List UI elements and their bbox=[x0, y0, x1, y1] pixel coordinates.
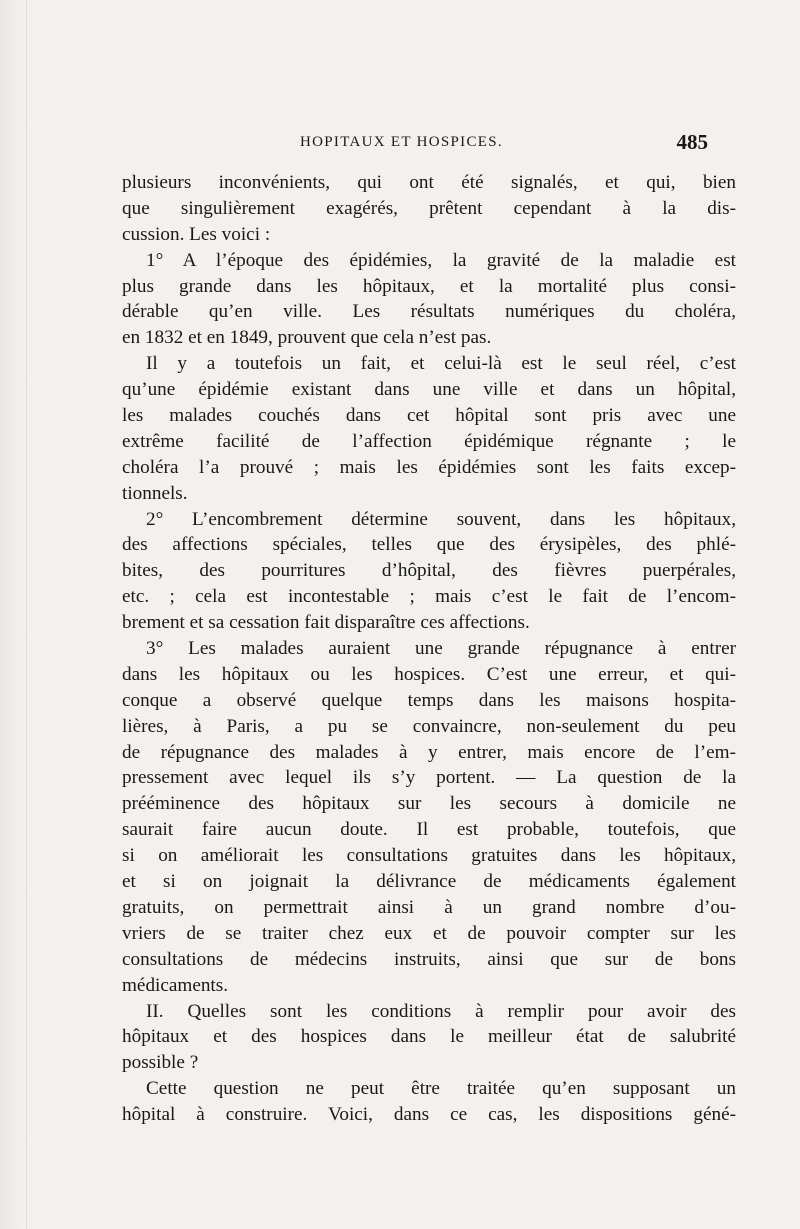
text-line: hôpitaux et des hospices dans le meilleur état de salubrité bbox=[122, 1026, 736, 1048]
page-header bbox=[300, 130, 708, 156]
page-edge bbox=[0, 0, 27, 1229]
text-line: bites, des pourritures d’hôpital, des fièvres puerpérales, bbox=[122, 560, 736, 582]
text-line: que singulièrement exagérés, prêtent cependant à la dis- bbox=[122, 197, 736, 219]
text-line: plus grande dans les hôpitaux, et la mortalité plus consi- bbox=[122, 275, 736, 297]
text-line: etc. ; cela est incontestable ; mais c’est le fait de l’encom- bbox=[122, 586, 736, 608]
text-line: possible ? bbox=[122, 1052, 199, 1074]
body-text bbox=[122, 170, 736, 1128]
text-line: hôpital à construire. Voici, dans ce cas, les dispositions géné- bbox=[122, 1104, 736, 1126]
text-line: consultations de médecins instruits, ainsi que sur de bons bbox=[122, 948, 736, 970]
text-line: cussion. Les voici : bbox=[122, 223, 271, 245]
text-line: Cette question ne peut être traitée qu’en supposant un bbox=[146, 1078, 736, 1100]
text-line: de répugnance des malades à y entrer, mais encore de l’em- bbox=[122, 741, 736, 763]
text-line: dérable qu’en ville. Les résultats numériques du choléra, bbox=[122, 301, 736, 323]
page-number: 485 bbox=[676, 130, 708, 154]
text-line: II. Quelles sont les conditions à remplir pour avoir des bbox=[146, 1000, 736, 1022]
text-line: brement et sa cessation fait disparaître ces affections. bbox=[122, 612, 530, 634]
text-line: conque a observé quelque temps dans les maisons hospita- bbox=[122, 689, 736, 711]
text-line: si on améliorait les consultations gratuites dans les hôpitaux, bbox=[122, 845, 736, 867]
text-line: gratuits, on permettrait ainsi à un grand nombre d’ou- bbox=[122, 896, 736, 918]
text-line: 1° A l’époque des épidémies, la gravité de la maladie est bbox=[146, 249, 736, 271]
text-line: saurait faire aucun doute. Il est probable, toutefois, que bbox=[122, 819, 736, 841]
text-line: Il y a toutefois un fait, et celui-là est le seul réel, c’est bbox=[146, 353, 736, 375]
text-line: des affections spéciales, telles que des érysipèles, des phlé- bbox=[122, 534, 736, 556]
text-line: en 1832 et en 1849, prouvent que cela n’est pas. bbox=[122, 327, 492, 349]
text-line: extrême facilité de l’affection épidémique régnante ; le bbox=[122, 430, 736, 452]
text-line: 2° L’encombrement détermine souvent, dans les hôpitaux, bbox=[146, 508, 736, 530]
text-line: 3° Les malades auraient une grande répugnance à entrer bbox=[146, 638, 736, 660]
text-line: pressement avec lequel ils s’y portent. — La question de la bbox=[122, 767, 736, 789]
text-line: les malades couchés dans cet hôpital sont pris avec une bbox=[122, 405, 736, 427]
text-line: plusieurs inconvénients, qui ont été signalés, et qui, bien bbox=[122, 172, 736, 193]
text-line: lières, à Paris, a pu se convaincre, non-seulement du peu bbox=[122, 715, 736, 737]
text-line: tionnels. bbox=[122, 482, 188, 504]
text-line: vriers de se traiter chez eux et de pouvoir compter sur les bbox=[122, 922, 736, 944]
text-line: et si on joignait la délivrance de médicaments également bbox=[122, 871, 736, 893]
text-line: dans les hôpitaux ou les hospices. C’est une erreur, et qui- bbox=[122, 663, 736, 685]
text-line: qu’une épidémie existant dans une ville et dans un hôpital, bbox=[122, 379, 736, 401]
text-line: prééminence des hôpitaux sur les secours à domicile ne bbox=[122, 793, 736, 815]
text-line: médicaments. bbox=[122, 974, 229, 996]
running-head: HOPITAUX ET HOSPICES. bbox=[300, 134, 503, 150]
text-line: choléra l’a prouvé ; mais les épidémies sont les faits excep- bbox=[122, 456, 736, 478]
